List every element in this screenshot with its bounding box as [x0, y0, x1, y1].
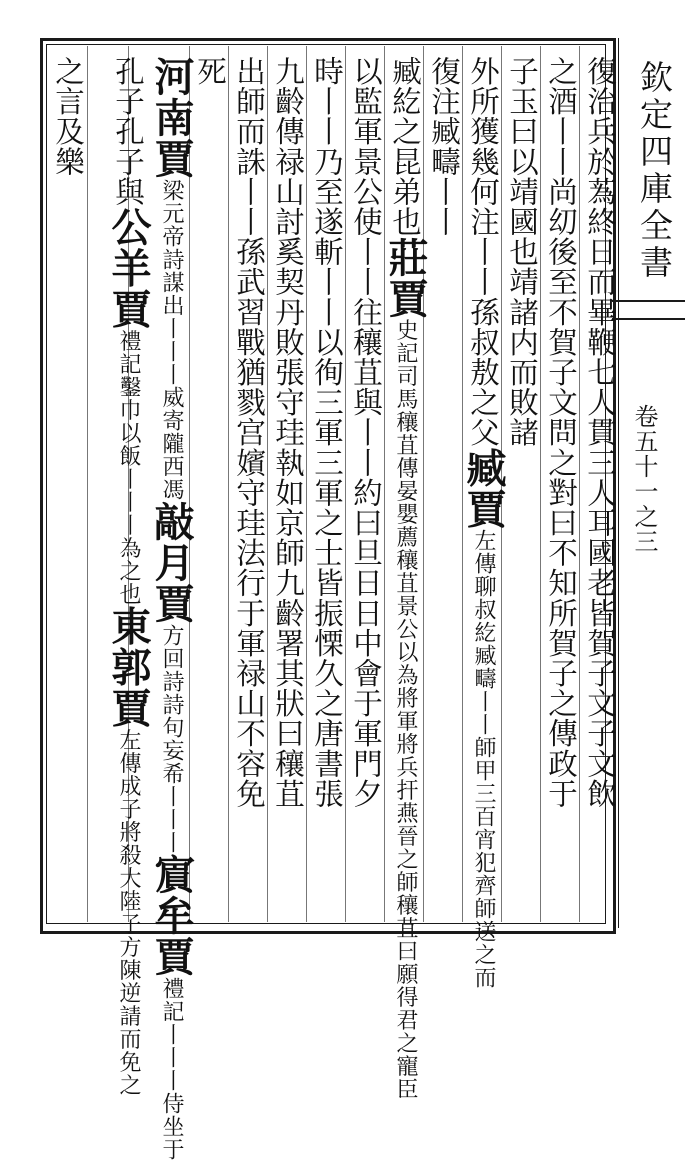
annotation-left: 丨丨丨為之也 [116, 467, 141, 606]
body-text: 之酒丨丨尚㓜後至不賀子文問之對曰不知所賀子之傳政于 [544, 56, 578, 809]
body-text: 臧紇之昆弟也 [388, 56, 422, 237]
fishtail-mark [612, 300, 685, 302]
annotation-left: 軍將兵扞燕晉之師穰苴曰願得君之寵臣 [393, 709, 418, 1101]
annotation-left: 妄希丨丨丨 [159, 739, 184, 854]
annotation-left: 丨丨威寄隴西馮 [159, 340, 184, 501]
annotation-right: 左傳聊叔紇臧疇丨丨師 [471, 529, 496, 760]
annotation-left: 甲三百宵犯齊師送之而 [471, 759, 496, 990]
body-text: 復治兵於蒍終日而畢鞭七人貫三人耳國老皆賀子文子文飲 [583, 56, 617, 809]
text-column [348, 56, 384, 918]
text-column [460, 56, 507, 990]
text-column [270, 56, 306, 918]
body-text: 時丨丨乃至遂斬丨丨以徇三軍三軍之士皆振慄久之唐書張 [310, 56, 344, 809]
text-column [382, 56, 429, 1101]
annotation-right: 左傳成子將殺大陸 [116, 728, 141, 913]
headword: 賔牟賈 [148, 854, 195, 977]
text-column [92, 56, 152, 1097]
text-column [426, 56, 462, 918]
annotation-left: 丨侍坐于 [159, 1069, 184, 1161]
body-text: 子玉曰以靖國也靖諸内而敗諸 [505, 56, 539, 448]
body-text: 以監軍景公使丨丨往穰苴與丨丨約曰旦日日中會于軍門夕 [349, 56, 383, 809]
annotation-right: 禮記鑿巾以飯 [116, 329, 141, 468]
body-text: 孔子孔子與 [111, 56, 145, 207]
headword: 敲月賈 [148, 501, 195, 624]
headword: 莊賈 [382, 236, 429, 319]
text-column [309, 56, 345, 918]
headword: 臧賈 [460, 447, 507, 530]
annotation-left: 子方陳逆請而免之 [116, 912, 141, 1097]
text-column [52, 56, 86, 918]
annotation-right: 禮記丨丨 [159, 977, 184, 1069]
annotation-right: 方回詩詩句 [159, 624, 184, 739]
annotation-right: 梁元帝詩謀出丨 [159, 179, 184, 340]
text-column [504, 56, 540, 918]
body-text: 之言及樂 [51, 56, 85, 177]
body-text: 九齡傳禄山討奚契丹敗張守珪執如京師九齡署其狀曰穰苴 [271, 56, 305, 809]
annotation-right: 史記司馬穰苴傳晏嬰薦穰苴景公以為將 [393, 318, 418, 710]
headword: 東郭賈 [105, 605, 152, 729]
text-column [231, 56, 267, 918]
text-column [192, 56, 228, 918]
headword: 公羊賈 [105, 206, 152, 330]
juan-label: 卷五十一之三 [630, 404, 658, 554]
text-column [582, 56, 618, 918]
headword: 河南賈 [148, 56, 195, 179]
body-text: 外所獲幾何注丨丨孫叔敖之父 [466, 56, 500, 448]
margin-divider [618, 38, 619, 928]
book-title: 欽定四庫全書 [635, 60, 674, 282]
text-column [543, 56, 579, 918]
fishtail-mark [612, 318, 685, 320]
body-text: 死 [193, 56, 227, 87]
body-text: 復注臧疇丨丨 [427, 56, 461, 237]
body-text: 出師而誅丨丨孫武習戰猶戮宫嬪守珪法行于軍禄山不容免 [232, 56, 266, 809]
